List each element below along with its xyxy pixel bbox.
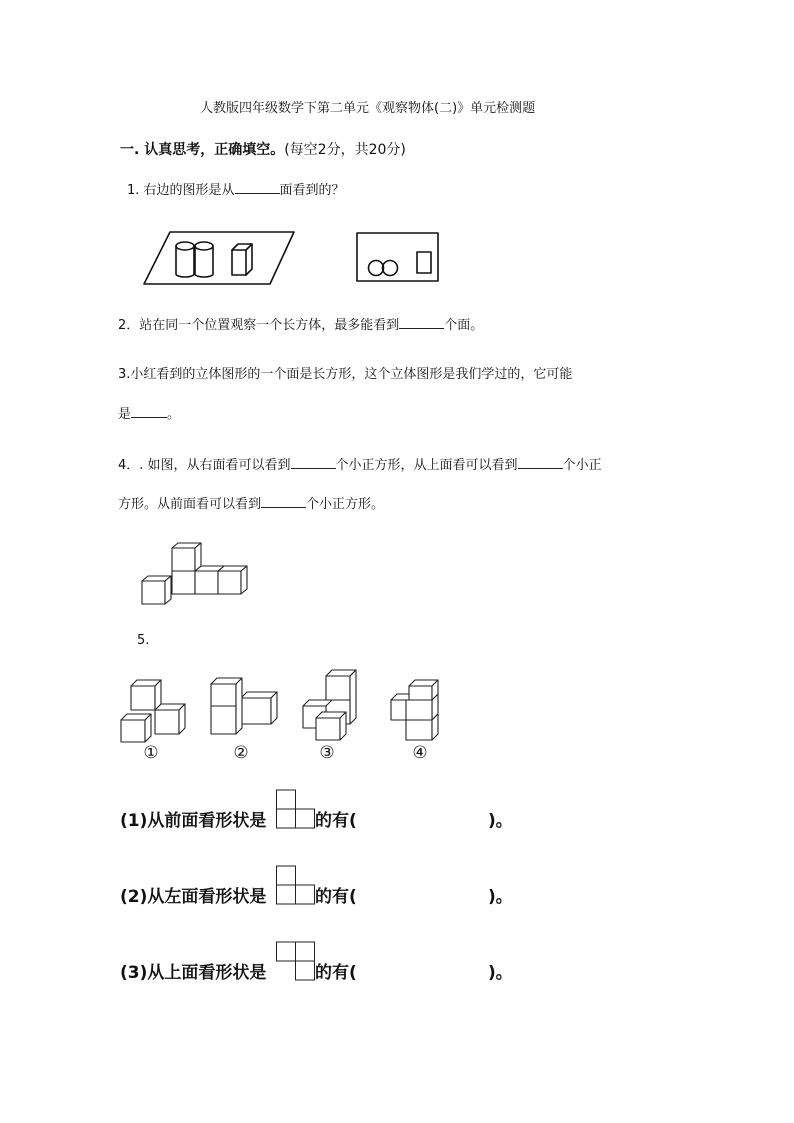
q4-blank-front[interactable] <box>261 494 306 508</box>
q2-text-before: 2．站在同一个位置观察一个长方体，最多能看到 <box>118 318 400 333</box>
q1-3d-figure <box>140 228 300 288</box>
q1-cuboid <box>232 244 252 275</box>
q5-sub1-close: )。 <box>488 811 513 831</box>
q4-cube-figure <box>140 542 255 610</box>
q5-sub3-suffix: 的有( <box>315 963 357 983</box>
question-1 <box>127 180 345 200</box>
q5-sub1-shape <box>276 789 316 831</box>
q1-view-figure <box>356 232 440 284</box>
q4-cubes <box>142 543 247 604</box>
q5-figure-1 <box>118 672 190 744</box>
section-heading <box>120 140 406 160</box>
q4-text-c: 个小正 <box>562 458 602 473</box>
q5-sub1-answer-area[interactable] <box>365 810 485 832</box>
q4-text-e: 个小正方形。 <box>306 497 385 512</box>
question-5-number: 5. <box>137 633 150 648</box>
q5-figure-2 <box>208 672 284 744</box>
q5-figure-3-cubes <box>303 670 356 740</box>
q5-figure-label-1: ① <box>143 743 159 763</box>
q5-sub2-close: )。 <box>488 887 513 907</box>
q5-sub2-prefix: (2)从左面看形状是 <box>120 887 267 907</box>
q4-text-a: 4．. 如图，从右面看可以看到 <box>118 458 291 473</box>
q1-view-circle <box>369 261 384 276</box>
q5-figure-4-cubes <box>391 680 438 740</box>
q4-blank-top[interactable] <box>518 455 563 469</box>
q5-figure-label-3: ③ <box>319 743 335 763</box>
question-3-line-2 <box>118 404 180 424</box>
question-3-line-1: 3.小红看到的立体图形的一个面是长方形，这个立体图形是我们学过的，它可能 <box>118 367 573 382</box>
q4-blank-right[interactable] <box>291 455 336 469</box>
section-heading-text: 一. 认真思考，正确填空。 <box>120 142 285 158</box>
q5-figure-label-4: ④ <box>412 743 428 763</box>
question-4-line-1 <box>118 455 602 475</box>
q2-blank[interactable] <box>399 315 444 329</box>
question-4-line-2 <box>118 494 384 514</box>
q3-blank[interactable] <box>131 404 167 418</box>
q2-text-after: 个面。 <box>444 318 484 333</box>
q1-text-after: 面看到的？ <box>279 183 345 198</box>
q1-view-rectangle <box>417 252 431 273</box>
q5-sub2-suffix: 的有( <box>315 887 357 907</box>
q5-figure-2-cubes <box>211 678 277 734</box>
q5-figure-3 <box>300 666 366 744</box>
q1-view-circle <box>383 261 398 276</box>
section-score-note: (每空2分，共20分) <box>284 142 406 158</box>
q5-sub2-shape <box>276 865 316 907</box>
q4-text-d: 方形。从前面看可以看到 <box>118 497 262 512</box>
q1-blank[interactable] <box>235 180 280 194</box>
q5-sub1-suffix: 的有( <box>315 811 357 831</box>
q5-sub2-answer-area[interactable] <box>365 886 485 908</box>
q3-text-after: 。 <box>167 407 181 422</box>
q5-sub3-answer-area[interactable] <box>365 962 485 984</box>
q3-text-before: 是 <box>118 407 132 422</box>
q5-sub1-prefix: (1)从前面看形状是 <box>120 811 267 831</box>
q1-cylinders <box>176 242 213 277</box>
q5-sub3-shape <box>276 941 316 983</box>
q4-text-b: 个小正方形，从上面看可以看到 <box>335 458 518 473</box>
page-title: 人教版四年级数学下第二单元《观察物体(二)》单元检测题 <box>200 101 536 116</box>
q5-figure-1-cubes <box>121 680 185 742</box>
q1-base-parallelogram <box>144 232 294 284</box>
q5-sub3-prefix: (3)从上面看形状是 <box>120 963 267 983</box>
q5-figure-label-2: ② <box>233 743 249 763</box>
q5-figure-4 <box>388 678 456 744</box>
q5-sub3-close: )。 <box>488 963 513 983</box>
question-2 <box>118 315 483 335</box>
q1-text-before: 1. 右边的图形是从 <box>127 183 235 198</box>
